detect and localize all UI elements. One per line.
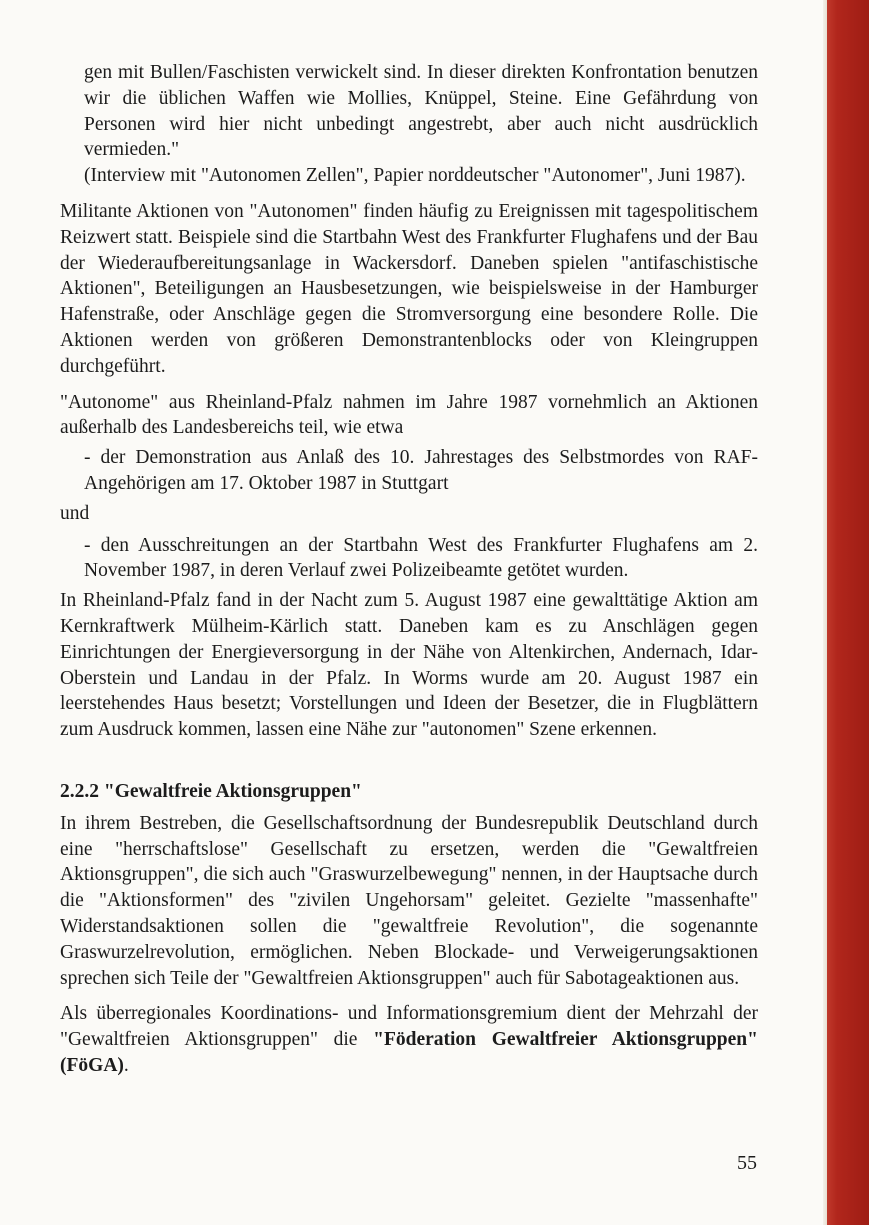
list-item-startbahn-west: - den Ausschreitungen an der Startbahn West des Frankfurter Flughafens am 2. November 1987, in deren Verlauf zwei Polizeibeamte getötet wurden. — [84, 534, 758, 582]
page-number: 55 — [737, 1152, 757, 1174]
paragraph-rlp-autonome: "Autonome" aus Rheinland-Pfalz nahmen im Jahre 1987 vornehmlich an Aktionen außerhalb des Landesbereichs teil, wie etwa — [60, 391, 758, 439]
paragraph-gewaltfreie: In ihrem Bestreben, die Gesellschaftsordnung der Bundesrepublik Deutschland durch eine "herrschaftslose" Gesellschaft zu ersetzen, werden die "Gewaltfreien Aktionsgruppen", die sich auch "Graswurzelbewegung" nennen, in der Hauptsache durch die "Aktionsformen" des "zivilen Ungehorsam" geleitet. Gezielte "massenhafte" Widerstandsaktionen sollen die "gewaltfreie Revolution", die sogenannte Graswurzelrevolution, ermöglichen. Neben Blockade- und Verweigerungsaktionen sprechen sich Teile der "Gewaltfreien Aktionsgruppen" auch für Sabotageaktionen aus. — [60, 812, 758, 989]
quote-text: gen mit Bullen/Faschisten verwickelt sind. In dieser direkten Konfrontation benutzen wir die üblichen Waffen wie Mollies, Knüppel, Steine. Eine Gefährdung von Personen wird hier nicht unbedingt angestrebt, aber auch nicht ausdrücklich vermieden." — [84, 62, 758, 161]
paragraph-militant-actions: Militante Aktionen von "Autonomen" finden häufig zu Ereignissen mit tagespolitischem Reizwert statt. Beispiele sind die Startbahn West des Frankfurter Flughafens und der Bau der Wiederaufbereitungsanlage in Wackersdorf. Daneben spielen "antifaschistische Aktionen", Beteiligungen an Hausbesetzungen, wie beispielsweise in der Hamburger Hafenstraße, oder Anschläge gegen die Stromversorgung eine besondere Rolle. Die Aktionen werden von größeren Demonstrantenblocks oder von Kleingruppen durchgeführt. — [60, 200, 758, 377]
section-heading: 2.2.2 "Gewaltfreie Aktionsgruppen" — [60, 780, 362, 802]
foega-text-end: . — [123, 1054, 129, 1076]
conjunction-und: und — [60, 502, 90, 524]
foega-text-start: Als überregionales Koordinations- und Informationsgremium dient der Mehrzahl der "Gewaltfreien Aktionsgruppen" die — [60, 1003, 758, 1051]
paragraph-foega — [60, 1001, 758, 1078]
book-spine-red-edge — [827, 0, 869, 1225]
list-item-stuttgart: - der Demonstration aus Anlaß des 10. Jahrestages des Selbstmordes von RAF-Angehörigen am 17. Oktober 1987 in Stuttgart — [84, 447, 758, 494]
quote-block — [60, 60, 758, 189]
page-body — [60, 60, 758, 1089]
quote-source: (Interview mit "Autonomen Zellen", Papier norddeutscher "Autonomer", Juni 1987). — [84, 165, 746, 187]
paragraph-rlp-actions: In Rheinland-Pfalz fand in der Nacht zum 5. August 1987 eine gewalttätige Aktion am Kernkraftwerk Mülheim-Kärlich statt. Daneben kam es zu Anschlägen gegen Einrichtungen der Energieversorgung in der Nähe von Altenkirchen, Andernach, Idar-Oberstein und Landau in der Pfalz. In Worms wurde am 20. August 1987 ein leerstehendes Haus besetzt; Vorstellungen und Ideen der Besetzer, die in Flugblättern zum Ausdruck kommen, lassen eine Nähe zur "autonomen" Szene erkennen. — [60, 590, 758, 741]
foega-bold-name: "Föderation Gewaltfreier Aktionsgruppen" (FöGA) — [60, 1029, 758, 1076]
